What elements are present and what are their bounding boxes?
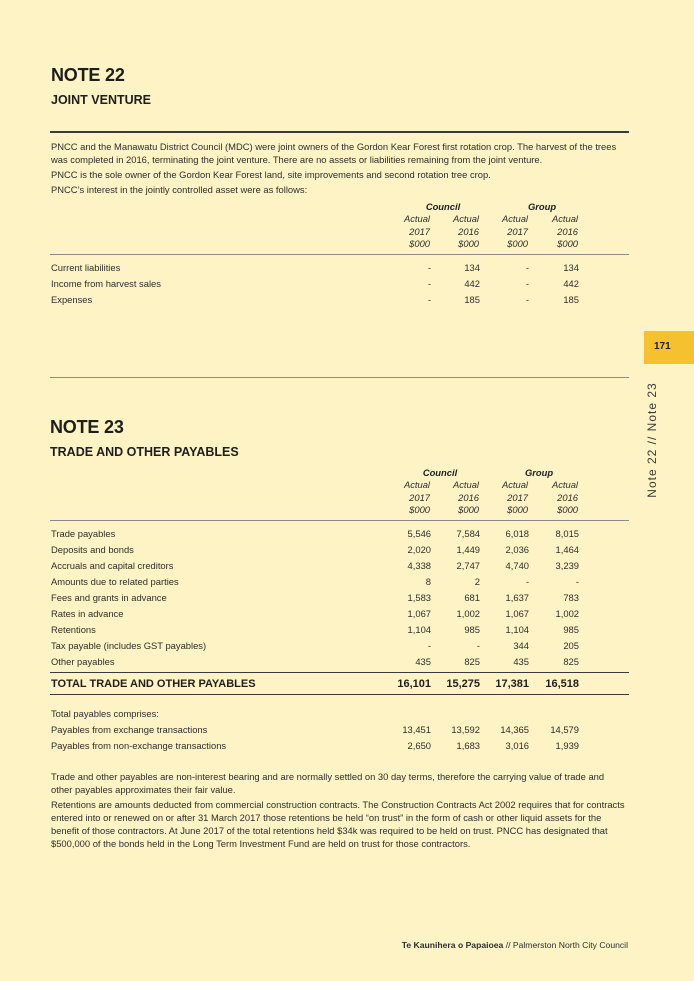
note22-col-header: Actual 2017 $000 — [403, 213, 430, 250]
section-divider — [50, 377, 629, 378]
note22-paragraphs — [51, 140, 626, 198]
footer-org-maori: Te Kaunihera o Papaioea — [401, 940, 504, 950]
total-bottom-rule — [50, 694, 629, 695]
note23-col-header: Actual 2016 $000 — [452, 479, 479, 516]
table-row: Payables from exchange transactions 13,451 13,592 14,365 14,579 — [51, 724, 579, 735]
note22-group-group: Group — [527, 201, 557, 212]
table-row: Income from harvest sales - 442 - 442 — [51, 278, 579, 289]
table-row: Other payables 435 825 435 825 — [51, 656, 579, 667]
table-row: Payables from non-exchange transactions 2,650 1,683 3,016 1,939 — [51, 740, 579, 751]
page-number: 171 — [654, 341, 671, 352]
footer-separator: // — [503, 940, 513, 950]
note22-group-council: Council — [425, 201, 461, 212]
note23-subtitle: TRADE AND OTHER PAYABLES — [50, 445, 239, 459]
note23-group-council: Council — [422, 467, 458, 478]
note22-top-rule — [50, 131, 629, 133]
table-row: Deposits and bonds 2,020 1,449 2,036 1,464 — [51, 544, 579, 555]
note23-group-group: Group — [524, 467, 554, 478]
note23-title: NOTE 23 — [50, 417, 124, 437]
note22-paragraph: PNCC and the Manawatu District Council (MDC) were joint owners of the Gordon Kear Forest first rotation crop. The harvest of the trees was completed in 2016, terminating the joint venture. There are no assets or liabilities remaining from the joint venture. — [51, 141, 617, 165]
table-row: Rates in advance 1,067 1,002 1,067 1,002 — [51, 608, 579, 619]
total-top-rule — [50, 672, 629, 673]
note22-paragraph: PNCC’s interest in the jointly controlled asset were as follows: — [51, 184, 308, 195]
side-note-label: Note 22 // Note 23 — [645, 382, 659, 498]
table-row: Tax payable (includes GST payables) - - 344 205 — [51, 640, 579, 651]
note23-col-header: Actual 2017 $000 — [403, 479, 430, 516]
note22-header-rule — [50, 254, 629, 255]
note23-header-rule — [50, 520, 629, 521]
note22-col-header: Actual 2017 $000 — [501, 213, 528, 250]
note23-paragraph: Retentions are amounts deducted from commercial construction contracts. The Construction Contracts Act 2002 requires that for contracts entered into or renewed on or after 31 March 2017 those retentions be held “on trust” in the form of cash or other liquid assets for the benefit of those contractors. At June 2017 of the total retentions held $34k was required to be held on trust. PNCC has designated that $500,000 of the bonds held in the Long Term Investment Fund are held on trust for those contractors. — [51, 799, 625, 849]
note23-col-header: Actual 2017 $000 — [501, 479, 528, 516]
table-row: Expenses - 185 - 185 — [51, 294, 579, 305]
table-row: Accruals and capital creditors 4,338 2,747 4,740 3,239 — [51, 560, 579, 571]
total-row: TOTAL TRADE AND OTHER PAYABLES 16,101 15,275 17,381 16,518 — [51, 678, 579, 690]
table-row: Trade payables 5,546 7,584 6,018 8,015 — [51, 528, 579, 539]
table-row: Amounts due to related parties 8 2 - - — [51, 576, 579, 587]
table-row: Fees and grants in advance 1,583 681 1,637 783 — [51, 592, 579, 603]
table-row: Retentions 1,104 985 1,104 985 — [51, 624, 579, 635]
table-row: Current liabilities - 134 - 134 — [51, 262, 579, 273]
note23-paragraph: Trade and other payables are non-interest bearing and are normally settled on 30 day terms, therefore the carrying value of trade and other payables approximates their fair value. — [51, 771, 605, 795]
note23-col-header: Actual 2016 $000 — [551, 479, 578, 516]
comprises-label: Total payables comprises: — [51, 708, 159, 719]
footer-org-english: Palmerston North City Council — [512, 940, 628, 950]
note23-paragraphs — [51, 770, 626, 852]
note22-subtitle: JOINT VENTURE — [51, 93, 152, 107]
note22-col-header: Actual 2016 $000 — [452, 213, 479, 250]
note22-paragraph: PNCC is the sole owner of the Gordon Kear Forest land, site improvements and second rotation tree crop. — [51, 169, 491, 180]
note22-title: NOTE 22 — [51, 65, 125, 85]
note22-col-header: Actual 2016 $000 — [551, 213, 578, 250]
page-footer — [402, 940, 628, 950]
